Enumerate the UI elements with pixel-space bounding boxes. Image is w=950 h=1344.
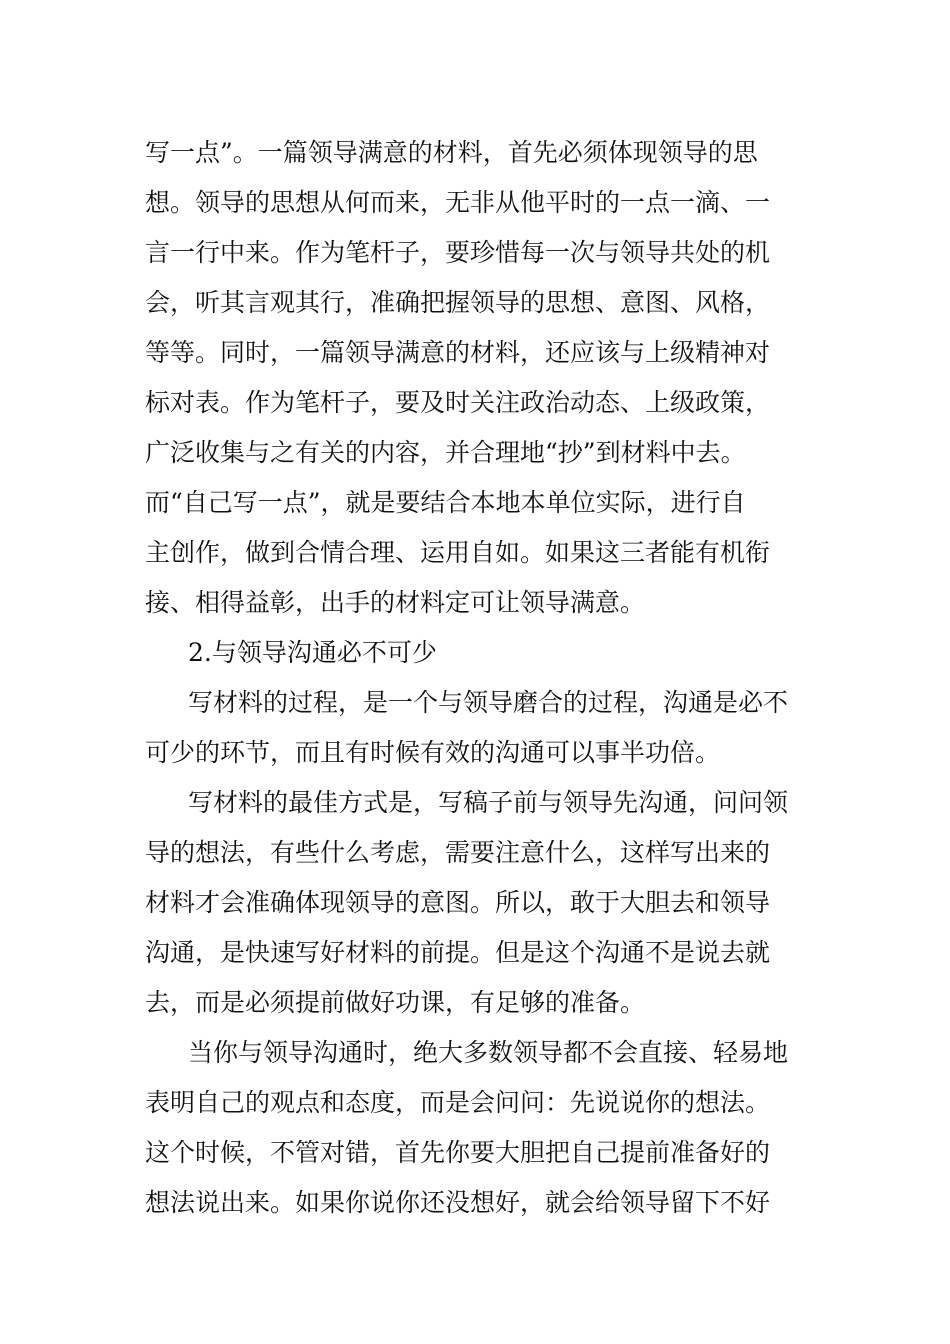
text-line: 材料才会准确体现领导的意图。所以，敢于大胆去和领导 [145, 888, 771, 917]
text-line: 等等。同时，一篇领导满意的材料，还应该与上级精神对 [145, 338, 771, 367]
text-line: 这个时候，不管对错，首先你要大胆把自己提前准备好的 [145, 1138, 771, 1167]
text-line: 当你与领导沟通时，绝大多数领导都不会直接、轻易地 [188, 1038, 789, 1067]
text-line: 想法说出来。如果你说你还没想好，就会给领导留下不好 [145, 1188, 771, 1217]
text-line: 写材料的最佳方式是，写稿子前与领导先沟通，问问领 [188, 788, 789, 817]
text-line: 表明自己的观点和态度，而是会问问：先说说你的想法。 [145, 1088, 771, 1117]
text-line: 主创作，做到合情合理、运用自如。如果这三者能有机衔 [145, 538, 771, 567]
text-line: 导的想法，有些什么考虑，需要注意什么，这样写出来的 [145, 838, 771, 867]
text-line: 去，而是必须提前做好功课，有足够的准备。 [145, 988, 646, 1017]
section-heading: 2.与领导沟通必不可少 [188, 638, 437, 667]
text-line: 言一行中来。作为笔杆子，要珍惜每一次与领导共处的机 [145, 238, 771, 267]
text-line: 接、相得益彰，出手的材料定可让领导满意。 [145, 588, 646, 617]
text-line: 想。领导的思想从何而来，无非从他平时的一点一滴、一 [145, 188, 771, 217]
text-line: 标对表。作为笔杆子，要及时关注政治动态、上级政策， [145, 388, 771, 417]
text-line: 会，听其言观其行，准确把握领导的思想、意图、风格， [145, 288, 771, 317]
text-line: 写材料的过程，是一个与领导磨合的过程，沟通是必不 [188, 688, 789, 717]
text-line: 而“自己写一点”，就是要结合本地本单位实际，进行自 [145, 488, 746, 517]
text-line: 可少的环节，而且有时候有效的沟通可以事半功倍。 [145, 738, 721, 767]
text-line: 沟通，是快速写好材料的前提。但是这个沟通不是说去就 [145, 938, 771, 967]
text-line: 写一点”。一篇领导满意的材料，首先必须体现领导的思 [145, 138, 758, 167]
text-line: 广泛收集与之有关的内容，并合理地“抄”到材料中去。 [145, 438, 746, 467]
